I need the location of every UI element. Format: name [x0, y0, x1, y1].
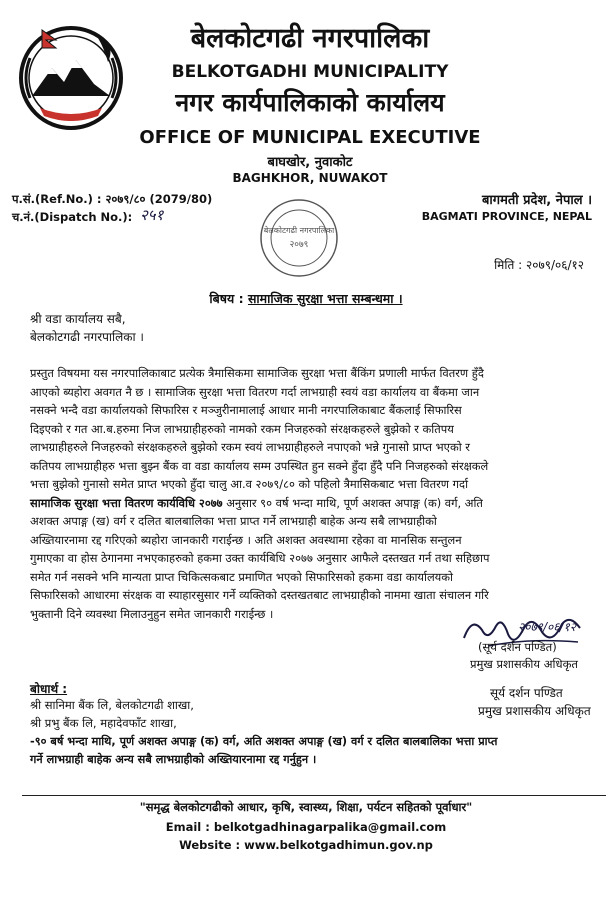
subject-label: बिषय : — [209, 291, 244, 306]
municipality-title-english: BELKOTGADHI MUNICIPALITY — [171, 62, 449, 82]
body-line: अशक्त अपाङ्ग (ख) वर्ग र दलित बालबालिका भत्ता प्राप्त गर्ने लाभग्राही बाहेक अन्य सबै लाभग्राहीको — [30, 514, 437, 528]
province-english: BAGMATI PROVINCE, NEPAL — [421, 210, 592, 223]
signature-date: २०७९/०६/१२ — [518, 620, 577, 634]
body-line: अख्तियारनामा रद्द गरिएको ब्यहोरा जानकारी गराईन्छ । अति अशक्त अवस्थामा रहेका वा मानसिक सन्तुलन — [30, 532, 462, 547]
recipient-line-2: बेलकोटगढी नगरपालिका । — [30, 330, 144, 344]
cc-line-4: गर्ने लाभग्राही बाहेक अन्य सबै लाभग्राहीको अख्तियारनामा रद्द गर्नुहुन । — [30, 753, 317, 766]
subject-line — [0, 290, 612, 307]
cc-line-1: श्री सानिमा बैंक लि, बेलकोटगढी शाखा, — [30, 698, 194, 712]
municipality-title-nepali: बेलकोटगढी नगरपालिका — [190, 23, 430, 54]
dispatch-number-label: च.नं.(Dispatch No.): — [12, 210, 133, 224]
signatory-name-paren: (सूर्य दर्शन पण्डित) — [478, 640, 557, 654]
footer-email: Email : belkotgadhinagarpalika@gmail.com — [165, 820, 447, 834]
stamp-text: बेलकोटगढी नगरपालिका — [263, 226, 335, 235]
body-line: प्रस्तुत विषयमा यस नगरपालिकाबाट प्रत्येक त्रैमासिकमा सामाजिक सुरक्षा भत्ता बैंकिंग प्रणाली मार्फत वितरण हुँदै — [30, 366, 484, 380]
office-title-english: OFFICE OF MUNICIPAL EXECUTIVE — [139, 127, 481, 148]
body-line: भत्ता बुझेको गुनासो समेत प्राप्त भएको हुँदा चालु आ.व २०७९/८० को पहिलो त्रैमासिकबाट भत्ता वितरण गर्दा — [30, 477, 469, 491]
footer-slogan: "समृद्ध बेलकोटगढीको आधार, कृषि, स्वास्थ्य, शिक्षा, पर्यटन सहितको पूर्वाधार" — [139, 800, 473, 814]
body-line: कतिपय लाभग्राहीहरु भत्ता बुझ्न बैंक वा वडा कार्यालय सम्म उपस्थित हुन सक्ने हुँदा हुँदै पनि निजहरुको संरक्षकले — [30, 458, 489, 473]
body-paragraph — [30, 364, 592, 623]
footer-website: Website : www.belkotgadhimun.gov.np — [179, 838, 433, 852]
reference-number: प.सं.(Ref.No.) : २०७९/८० (2079/80) — [12, 192, 213, 206]
cc-line-2: श्री प्रभु बैंक लि, महादेवफाँट शाखा, — [30, 716, 177, 730]
signatory-title: प्रमुख प्रशासकीय अधिकृत — [470, 657, 578, 671]
procedure-bold-phrase: सामाजिक सुरक्षा भत्ता वितरण कार्यविधि २०७७ — [30, 495, 223, 510]
body-line: नसक्ने भन्दै वडा कार्यालयको सिफारिस र मञ्जुरीनामालाई आधार मानी नगरपालिकाबाट बैंकलाई सिफारिस — [30, 403, 462, 417]
body-line: आएको ब्यहोरा अवगत नै छ । सामाजिक सुरक्षा भत्ता वितरण गर्दा लाभग्राही स्वयं वडा कार्यालय वा बैंकमा जान — [30, 384, 480, 399]
cc-line-3: -९० बर्ष भन्दा माथि, पूर्ण अशक्त अपाङ्ग (क) वर्ग, अति अशक्त अपाङ्ग (ख) वर्ग र दलित बालबालिका भत्ता प्राप्त — [30, 735, 498, 748]
signatory-printed-name: सूर्य दर्शन पण्डित — [490, 686, 563, 700]
signatory-printed-title: प्रमुख प्रशासकीय अधिकृत — [478, 704, 591, 718]
body-line: भुक्तानी दिने व्यवस्था मिलाउनुहुन समेत जानकारी गराईन्छ । — [30, 606, 274, 621]
letter-date: मिति : २०७९/०६/१२ — [494, 258, 584, 272]
recipient-line-1: श्री वडा कार्यालय सबै, — [30, 312, 126, 326]
province-nepali: बागमती प्रदेश, नेपाल । — [481, 193, 592, 208]
address-nepali: बाघखोर, नुवाकोट — [267, 155, 353, 170]
body-line: लाभग्राहीहरुले निजहरुको संरक्षकहरुले बुझेको रकम स्वयं लाभग्राहीहरुले नपाएको भन्ने गुनासो प्राप्त भएको र — [30, 440, 470, 454]
address-english: BAGHKHOR, NUWAKOT — [232, 171, 388, 185]
body-line: समेत गर्न नसक्ने भनि मान्यता प्राप्त चिकित्सकबाट प्रमाणित भएको सिफारिसको हकमा वडा कार्यालयको — [30, 569, 453, 584]
body-line: दिइएको र गत आ.ब.हरुमा निज लाभग्राहीहरुको नामको रकम निजहरुको संरक्षकहरुले बुझेको र कतिपय — [30, 421, 454, 436]
body-line: गुमाएका वा होस ठेगानमा नभएकाहरुको हकमा उक्त कार्यबिधि २०७७ अनुसार आफैले दस्तखत गर्न तथा सहिछाप — [30, 551, 490, 565]
subject-text: सामाजिक सुरक्षा भत्ता सम्बन्धमा । — [247, 291, 403, 306]
municipality-emblem-icon — [12, 18, 130, 136]
office-title-nepali: नगर कार्यपालिकाको कार्यालय — [175, 88, 445, 117]
dispatch-number-value: २५१ — [140, 206, 164, 224]
svg-text:२०७९: २०७९ — [289, 240, 309, 250]
body-line: सिफारिसको आधारमा संरक्षक वा स्याहारसुसार गर्ने व्यक्तिको दस्तखतबाट लाभग्राहीको नाममा खाता संचालन गरि — [30, 588, 489, 602]
footer-divider — [22, 795, 606, 796]
cc-label: बोधार्थ : — [30, 682, 68, 696]
office-stamp-icon — [258, 197, 340, 279]
body-line: सामाजिक सुरक्षा भत्ता वितरण कार्यविधि २०७७ अनुसार ९० वर्ष भन्दा माथि, पूर्ण अशक्त अपाङ्ग (क) वर्ग, अति — [30, 495, 483, 510]
